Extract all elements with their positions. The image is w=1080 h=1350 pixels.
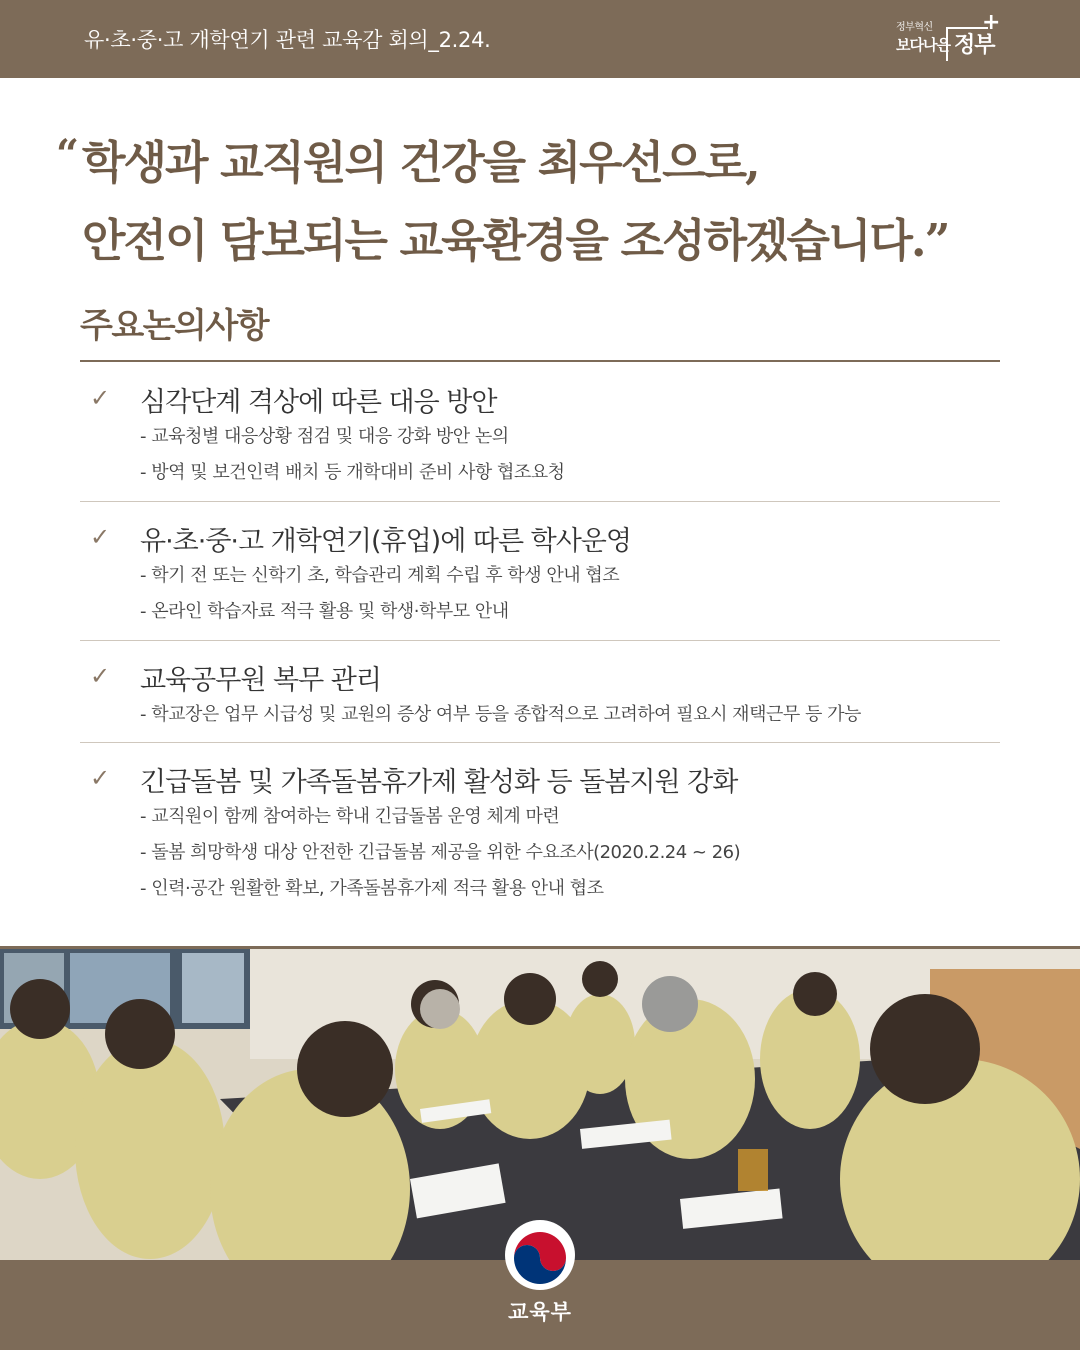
item-detail: - 학기 전 또는 신학기 초, 학습관리 계획 수립 후 학생 안내 협조	[140, 565, 620, 586]
ministry-name: 교육부	[508, 1300, 572, 1324]
logo-mid-text: 보다나은	[896, 36, 950, 54]
government-innovation-logo	[896, 10, 1001, 64]
meeting-photo	[0, 946, 1080, 1263]
section-title: 주요논의사항	[80, 306, 269, 346]
top-banner	[0, 0, 1080, 78]
meeting-photo-illustration	[0, 949, 1080, 1263]
government-emblem-icon	[505, 1220, 575, 1290]
item-divider	[80, 742, 1000, 743]
item-detail: - 방역 및 보건인력 배치 등 개학대비 준비 사항 협조요청	[140, 462, 565, 483]
logo-main-text: 정부	[954, 33, 995, 58]
item-heading: 긴급돌봄 및 가족돌봄휴가제 활성화 등 돌봄지원 강화	[140, 767, 738, 798]
item-divider	[80, 640, 1000, 641]
logo-small-text: 정부혁신	[896, 22, 933, 33]
item-detail: - 교육청별 대응상황 점검 및 대응 강화 방안 논의	[140, 426, 509, 447]
item-detail: - 학교장은 업무 시급성 및 교원의 증상 여부 등을 종합적으로 고려하여 필요시 재택근무 등 가능	[140, 704, 861, 725]
check-icon: ✓	[90, 764, 111, 792]
logo-plus-icon: +	[982, 10, 1001, 35]
headline-quote	[56, 124, 1062, 280]
item-divider	[80, 501, 1000, 502]
item-detail: - 교직원이 함께 참여하는 학내 긴급돌봄 운영 체계 마련	[140, 806, 560, 827]
item-heading: 교육공무원 복무 관리	[140, 665, 381, 696]
banner-title: 유·초·중·고 개학연기 관련 교육감 회의_2.24.	[84, 28, 491, 52]
item-heading: 심각단계 격상에 따른 대응 방안	[140, 387, 497, 418]
item-heading: 유·초·중·고 개학연기(휴업)에 따른 학사운영	[140, 526, 631, 557]
item-detail: - 돌봄 희망학생 대상 안전한 긴급돌봄 제공을 위한 수요조사(2020.2.24 ~ 26)	[140, 842, 741, 863]
check-icon: ✓	[90, 384, 111, 412]
section-divider	[80, 360, 1000, 362]
quote-line-2: 안전이 담보되는 교육환경을 조성하겠습니다.”	[82, 214, 949, 267]
check-icon: ✓	[90, 523, 111, 551]
open-quote-mark: “	[56, 131, 78, 178]
check-icon: ✓	[90, 662, 111, 690]
item-detail: - 인력·공간 원활한 확보, 가족돌봄휴가제 적극 활용 안내 협조	[140, 878, 604, 899]
item-detail: - 온라인 학습자료 적극 활용 및 학생·학부모 안내	[140, 601, 509, 622]
quote-line-1: 학생과 교직원의 건강을 최우선으로,	[82, 136, 759, 189]
